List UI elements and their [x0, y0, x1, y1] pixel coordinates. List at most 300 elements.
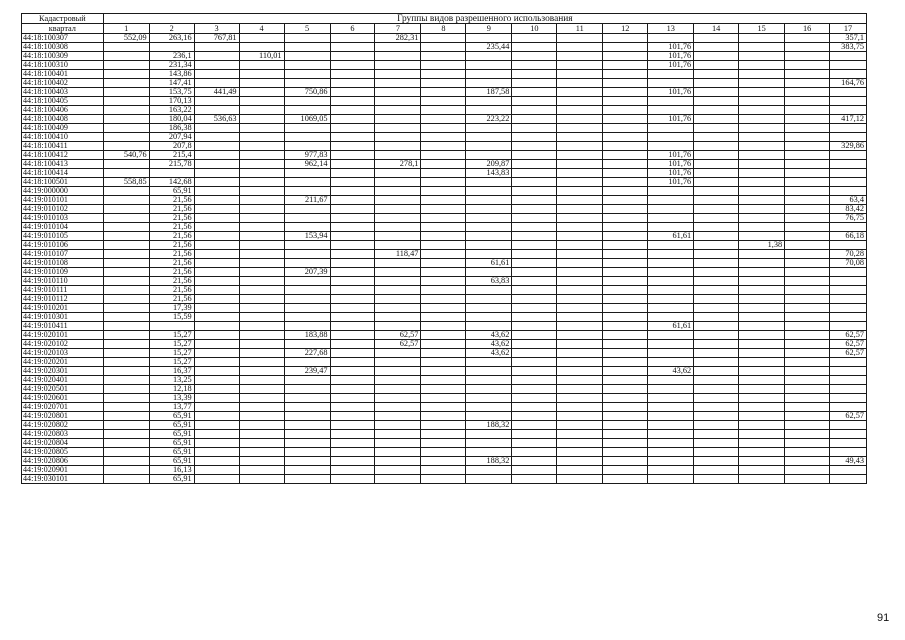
value-cell-group-5 — [284, 43, 330, 52]
value-cell-group-4 — [239, 268, 284, 277]
value-cell-group-6 — [330, 313, 375, 322]
value-cell-group-11 — [557, 376, 603, 385]
value-cell-group-9: 223,22 — [466, 115, 512, 124]
value-cell-group-3 — [194, 403, 239, 412]
value-cell-group-4 — [239, 277, 284, 286]
value-cell-group-1 — [103, 331, 149, 340]
value-cell-group-6 — [330, 457, 375, 466]
table-row — [22, 61, 867, 70]
value-cell-group-16 — [785, 160, 830, 169]
value-cell-group-4 — [239, 367, 284, 376]
value-cell-group-9 — [466, 223, 512, 232]
value-cell-group-3 — [194, 43, 239, 52]
value-cell-group-3 — [194, 376, 239, 385]
value-cell-group-5 — [284, 250, 330, 259]
cadastral-quarter-cell: 44:18:100413 — [22, 160, 104, 169]
value-cell-group-17 — [830, 268, 867, 277]
value-cell-group-2: 163,22 — [149, 106, 194, 115]
value-cell-group-10 — [512, 34, 557, 43]
value-cell-group-14 — [694, 250, 739, 259]
value-cell-group-4 — [239, 187, 284, 196]
value-cell-group-6 — [330, 367, 375, 376]
value-cell-group-9 — [466, 205, 512, 214]
value-cell-group-17 — [830, 367, 867, 376]
value-cell-group-6 — [330, 169, 375, 178]
value-cell-group-7 — [375, 115, 421, 124]
value-cell-group-6 — [330, 88, 375, 97]
table-row — [22, 412, 867, 421]
value-cell-group-16 — [785, 457, 830, 466]
value-cell-group-10 — [512, 394, 557, 403]
cadastral-quarter-cell: 44:18:100402 — [22, 79, 104, 88]
value-cell-group-5: 227,68 — [284, 349, 330, 358]
value-cell-group-5: 750,86 — [284, 88, 330, 97]
value-cell-group-16 — [785, 232, 830, 241]
value-cell-group-11 — [557, 52, 603, 61]
value-cell-group-13 — [648, 286, 694, 295]
value-cell-group-3 — [194, 169, 239, 178]
value-cell-group-7 — [375, 241, 421, 250]
value-cell-group-2: 215,78 — [149, 160, 194, 169]
value-cell-group-9: 235,44 — [466, 43, 512, 52]
value-cell-group-14 — [694, 259, 739, 268]
value-cell-group-9: 63,83 — [466, 277, 512, 286]
value-cell-group-14 — [694, 124, 739, 133]
value-cell-group-13 — [648, 133, 694, 142]
column-number-9: 9 — [466, 24, 512, 34]
value-cell-group-9: 187,58 — [466, 88, 512, 97]
value-cell-group-17: 62,57 — [830, 349, 867, 358]
value-cell-group-9 — [466, 214, 512, 223]
value-cell-group-11 — [557, 61, 603, 70]
value-cell-group-17: 70,08 — [830, 259, 867, 268]
value-cell-group-1 — [103, 61, 149, 70]
value-cell-group-10 — [512, 331, 557, 340]
value-cell-group-5: 977,83 — [284, 151, 330, 160]
value-cell-group-7: 62,57 — [375, 340, 421, 349]
value-cell-group-5 — [284, 79, 330, 88]
value-cell-group-7 — [375, 232, 421, 241]
value-cell-group-4 — [239, 250, 284, 259]
value-cell-group-6 — [330, 142, 375, 151]
value-cell-group-8 — [421, 169, 466, 178]
value-cell-group-7 — [375, 97, 421, 106]
value-cell-group-15 — [739, 304, 785, 313]
cadastral-quarter-cell: 44:19:010105 — [22, 232, 104, 241]
value-cell-group-7 — [375, 205, 421, 214]
value-cell-group-8 — [421, 385, 466, 394]
value-cell-group-4 — [239, 475, 284, 484]
value-cell-group-12 — [603, 295, 648, 304]
value-cell-group-11 — [557, 430, 603, 439]
value-cell-group-12 — [603, 412, 648, 421]
value-cell-group-6 — [330, 106, 375, 115]
value-cell-group-7 — [375, 313, 421, 322]
value-cell-group-9: 61,61 — [466, 259, 512, 268]
value-cell-group-2: 21,56 — [149, 241, 194, 250]
table-row — [22, 142, 867, 151]
value-cell-group-3 — [194, 421, 239, 430]
value-cell-group-3 — [194, 331, 239, 340]
value-cell-group-17: 76,75 — [830, 214, 867, 223]
value-cell-group-16 — [785, 340, 830, 349]
value-cell-group-8 — [421, 313, 466, 322]
value-cell-group-12 — [603, 331, 648, 340]
value-cell-group-12 — [603, 394, 648, 403]
value-cell-group-16 — [785, 295, 830, 304]
table-row — [22, 178, 867, 187]
value-cell-group-17 — [830, 421, 867, 430]
value-cell-group-10 — [512, 367, 557, 376]
table-row — [22, 340, 867, 349]
value-cell-group-17: 164,76 — [830, 79, 867, 88]
value-cell-group-14 — [694, 88, 739, 97]
value-cell-group-4 — [239, 340, 284, 349]
value-cell-group-11 — [557, 79, 603, 88]
value-cell-group-10 — [512, 160, 557, 169]
value-cell-group-6 — [330, 34, 375, 43]
value-cell-group-8 — [421, 394, 466, 403]
value-cell-group-6 — [330, 160, 375, 169]
cadastral-quarter-cell: 44:18:100414 — [22, 169, 104, 178]
value-cell-group-1: 558,85 — [103, 178, 149, 187]
value-cell-group-14 — [694, 322, 739, 331]
value-cell-group-12 — [603, 313, 648, 322]
value-cell-group-1 — [103, 232, 149, 241]
value-cell-group-9 — [466, 376, 512, 385]
value-cell-group-16 — [785, 394, 830, 403]
value-cell-group-17 — [830, 313, 867, 322]
cadastral-quarter-cell: 44:19:010106 — [22, 241, 104, 250]
value-cell-group-6 — [330, 97, 375, 106]
value-cell-group-13: 101,76 — [648, 169, 694, 178]
value-cell-group-7 — [375, 106, 421, 115]
value-cell-group-17 — [830, 160, 867, 169]
cadastral-quarter-cell: 44:19:010102 — [22, 205, 104, 214]
value-cell-group-12 — [603, 448, 648, 457]
value-cell-group-5 — [284, 340, 330, 349]
value-cell-group-15 — [739, 223, 785, 232]
cadastral-quarter-cell: 44:18:100412 — [22, 151, 104, 160]
value-cell-group-10 — [512, 106, 557, 115]
value-cell-group-1 — [103, 106, 149, 115]
value-cell-group-7 — [375, 412, 421, 421]
value-cell-group-11 — [557, 358, 603, 367]
cadastral-quarter-cell: 44:19:020301 — [22, 367, 104, 376]
value-cell-group-2 — [149, 322, 194, 331]
value-cell-group-11 — [557, 304, 603, 313]
value-cell-group-16 — [785, 169, 830, 178]
value-cell-group-16 — [785, 367, 830, 376]
value-cell-group-1: 552,09 — [103, 34, 149, 43]
value-cell-group-2: 21,56 — [149, 205, 194, 214]
value-cell-group-6 — [330, 133, 375, 142]
value-cell-group-8 — [421, 376, 466, 385]
value-cell-group-7 — [375, 376, 421, 385]
land-use-groups-table — [21, 13, 867, 484]
value-cell-group-5 — [284, 142, 330, 151]
value-cell-group-15: 1,38 — [739, 241, 785, 250]
value-cell-group-7: 278,1 — [375, 160, 421, 169]
value-cell-group-4 — [239, 376, 284, 385]
value-cell-group-6 — [330, 223, 375, 232]
value-cell-group-10 — [512, 430, 557, 439]
value-cell-group-4 — [239, 169, 284, 178]
value-cell-group-10 — [512, 421, 557, 430]
cadastral-quarter-cell: 44:18:100309 — [22, 52, 104, 61]
value-cell-group-11 — [557, 421, 603, 430]
table-row — [22, 115, 867, 124]
value-cell-group-6 — [330, 340, 375, 349]
value-cell-group-15 — [739, 349, 785, 358]
value-cell-group-7 — [375, 457, 421, 466]
value-cell-group-11 — [557, 133, 603, 142]
value-cell-group-5 — [284, 475, 330, 484]
value-cell-group-14 — [694, 313, 739, 322]
value-cell-group-2: 21,56 — [149, 250, 194, 259]
value-cell-group-9 — [466, 322, 512, 331]
table-row — [22, 97, 867, 106]
value-cell-group-11 — [557, 475, 603, 484]
value-cell-group-5 — [284, 34, 330, 43]
cadastral-quarter-cell: 44:19:010104 — [22, 223, 104, 232]
value-cell-group-14 — [694, 34, 739, 43]
table-row — [22, 349, 867, 358]
value-cell-group-17 — [830, 178, 867, 187]
value-cell-group-10 — [512, 295, 557, 304]
value-cell-group-8 — [421, 97, 466, 106]
value-cell-group-8 — [421, 88, 466, 97]
value-cell-group-7 — [375, 403, 421, 412]
value-cell-group-3 — [194, 79, 239, 88]
table-row — [22, 313, 867, 322]
value-cell-group-8 — [421, 70, 466, 79]
value-cell-group-2: 263,16 — [149, 34, 194, 43]
value-cell-group-9 — [466, 106, 512, 115]
value-cell-group-6 — [330, 115, 375, 124]
value-cell-group-12 — [603, 466, 648, 475]
table-row — [22, 286, 867, 295]
table-row — [22, 187, 867, 196]
value-cell-group-14 — [694, 439, 739, 448]
value-cell-group-16 — [785, 349, 830, 358]
value-cell-group-13 — [648, 196, 694, 205]
table-row — [22, 151, 867, 160]
cadastral-quarter-cell: 44:19:010112 — [22, 295, 104, 304]
value-cell-group-13 — [648, 241, 694, 250]
table-row — [22, 448, 867, 457]
cadastral-quarter-cell: 44:19:010411 — [22, 322, 104, 331]
value-cell-group-3: 441,49 — [194, 88, 239, 97]
value-cell-group-4 — [239, 295, 284, 304]
value-cell-group-12 — [603, 52, 648, 61]
value-cell-group-15 — [739, 169, 785, 178]
value-cell-group-13 — [648, 304, 694, 313]
value-cell-group-12 — [603, 421, 648, 430]
value-cell-group-15 — [739, 331, 785, 340]
value-cell-group-3 — [194, 196, 239, 205]
value-cell-group-16 — [785, 115, 830, 124]
value-cell-group-4: 110,01 — [239, 52, 284, 61]
cadastral-quarter-cell: 44:19:020601 — [22, 394, 104, 403]
value-cell-group-16 — [785, 439, 830, 448]
value-cell-group-7 — [375, 349, 421, 358]
cadastral-quarter-cell: 44:19:010109 — [22, 268, 104, 277]
value-cell-group-12 — [603, 232, 648, 241]
value-cell-group-17 — [830, 295, 867, 304]
value-cell-group-8 — [421, 277, 466, 286]
value-cell-group-15 — [739, 97, 785, 106]
value-cell-group-16 — [785, 466, 830, 475]
value-cell-group-4 — [239, 205, 284, 214]
value-cell-group-7: 118,47 — [375, 250, 421, 259]
cadastral-quarter-cell: 44:18:100406 — [22, 106, 104, 115]
value-cell-group-1 — [103, 97, 149, 106]
value-cell-group-10 — [512, 322, 557, 331]
value-cell-group-16 — [785, 250, 830, 259]
value-cell-group-2: 147,41 — [149, 79, 194, 88]
value-cell-group-2 — [149, 43, 194, 52]
value-cell-group-14 — [694, 340, 739, 349]
value-cell-group-8 — [421, 241, 466, 250]
value-cell-group-17: 383,75 — [830, 43, 867, 52]
value-cell-group-12 — [603, 304, 648, 313]
header-quarter-line1: Кадастровый — [22, 14, 104, 24]
column-number-12: 12 — [603, 24, 648, 34]
value-cell-group-2: 65,91 — [149, 430, 194, 439]
value-cell-group-8 — [421, 367, 466, 376]
value-cell-group-13 — [648, 385, 694, 394]
value-cell-group-12 — [603, 241, 648, 250]
value-cell-group-16 — [785, 88, 830, 97]
value-cell-group-14 — [694, 304, 739, 313]
value-cell-group-12 — [603, 88, 648, 97]
value-cell-group-7: 282,31 — [375, 34, 421, 43]
value-cell-group-12 — [603, 205, 648, 214]
value-cell-group-16 — [785, 61, 830, 70]
value-cell-group-15 — [739, 115, 785, 124]
value-cell-group-9 — [466, 385, 512, 394]
value-cell-group-14 — [694, 412, 739, 421]
value-cell-group-13 — [648, 223, 694, 232]
value-cell-group-8 — [421, 115, 466, 124]
value-cell-group-3: 767,81 — [194, 34, 239, 43]
value-cell-group-9 — [466, 142, 512, 151]
value-cell-group-2: 207,94 — [149, 133, 194, 142]
value-cell-group-16 — [785, 448, 830, 457]
value-cell-group-14 — [694, 466, 739, 475]
value-cell-group-15 — [739, 421, 785, 430]
value-cell-group-5 — [284, 385, 330, 394]
value-cell-group-1 — [103, 133, 149, 142]
value-cell-group-8 — [421, 457, 466, 466]
page-number: 91 — [877, 612, 890, 624]
value-cell-group-16 — [785, 322, 830, 331]
value-cell-group-12 — [603, 142, 648, 151]
value-cell-group-6 — [330, 295, 375, 304]
value-cell-group-15 — [739, 313, 785, 322]
value-cell-group-12 — [603, 358, 648, 367]
value-cell-group-2: 15,27 — [149, 358, 194, 367]
value-cell-group-17: 62,57 — [830, 412, 867, 421]
value-cell-group-15 — [739, 268, 785, 277]
value-cell-group-12 — [603, 403, 648, 412]
value-cell-group-1 — [103, 475, 149, 484]
value-cell-group-17 — [830, 88, 867, 97]
table-row — [22, 214, 867, 223]
value-cell-group-4 — [239, 358, 284, 367]
value-cell-group-6 — [330, 277, 375, 286]
value-cell-group-7 — [375, 178, 421, 187]
value-cell-group-16 — [785, 403, 830, 412]
value-cell-group-15 — [739, 250, 785, 259]
value-cell-group-3 — [194, 250, 239, 259]
value-cell-group-7 — [375, 295, 421, 304]
value-cell-group-1 — [103, 304, 149, 313]
value-cell-group-14 — [694, 358, 739, 367]
value-cell-group-15 — [739, 394, 785, 403]
value-cell-group-4 — [239, 322, 284, 331]
value-cell-group-1 — [103, 412, 149, 421]
value-cell-group-8 — [421, 43, 466, 52]
value-cell-group-7 — [375, 286, 421, 295]
column-number-10: 10 — [512, 24, 557, 34]
value-cell-group-13 — [648, 448, 694, 457]
value-cell-group-13 — [648, 142, 694, 151]
value-cell-group-8 — [421, 187, 466, 196]
table-row — [22, 223, 867, 232]
value-cell-group-2: 12,18 — [149, 385, 194, 394]
value-cell-group-9 — [466, 358, 512, 367]
value-cell-group-12 — [603, 169, 648, 178]
value-cell-group-17: 62,57 — [830, 340, 867, 349]
value-cell-group-1 — [103, 52, 149, 61]
value-cell-group-1 — [103, 367, 149, 376]
value-cell-group-14 — [694, 106, 739, 115]
value-cell-group-12 — [603, 196, 648, 205]
value-cell-group-8 — [421, 178, 466, 187]
land-use-table-sheet — [21, 13, 867, 484]
value-cell-group-3 — [194, 259, 239, 268]
value-cell-group-9 — [466, 70, 512, 79]
value-cell-group-4 — [239, 160, 284, 169]
value-cell-group-3 — [194, 295, 239, 304]
value-cell-group-7 — [375, 187, 421, 196]
value-cell-group-17 — [830, 70, 867, 79]
value-cell-group-4 — [239, 232, 284, 241]
value-cell-group-16 — [785, 178, 830, 187]
value-cell-group-11 — [557, 151, 603, 160]
header-row-top — [22, 14, 867, 24]
value-cell-group-2: 13,25 — [149, 376, 194, 385]
value-cell-group-16 — [785, 376, 830, 385]
value-cell-group-17: 70,28 — [830, 250, 867, 259]
value-cell-group-4 — [239, 439, 284, 448]
value-cell-group-6 — [330, 430, 375, 439]
value-cell-group-2: 15,27 — [149, 349, 194, 358]
value-cell-group-10 — [512, 385, 557, 394]
value-cell-group-13 — [648, 205, 694, 214]
value-cell-group-4 — [239, 196, 284, 205]
column-number-15: 15 — [739, 24, 785, 34]
value-cell-group-2 — [149, 169, 194, 178]
value-cell-group-8 — [421, 214, 466, 223]
value-cell-group-1 — [103, 187, 149, 196]
value-cell-group-3 — [194, 178, 239, 187]
value-cell-group-8 — [421, 322, 466, 331]
table-row — [22, 34, 867, 43]
value-cell-group-6 — [330, 61, 375, 70]
